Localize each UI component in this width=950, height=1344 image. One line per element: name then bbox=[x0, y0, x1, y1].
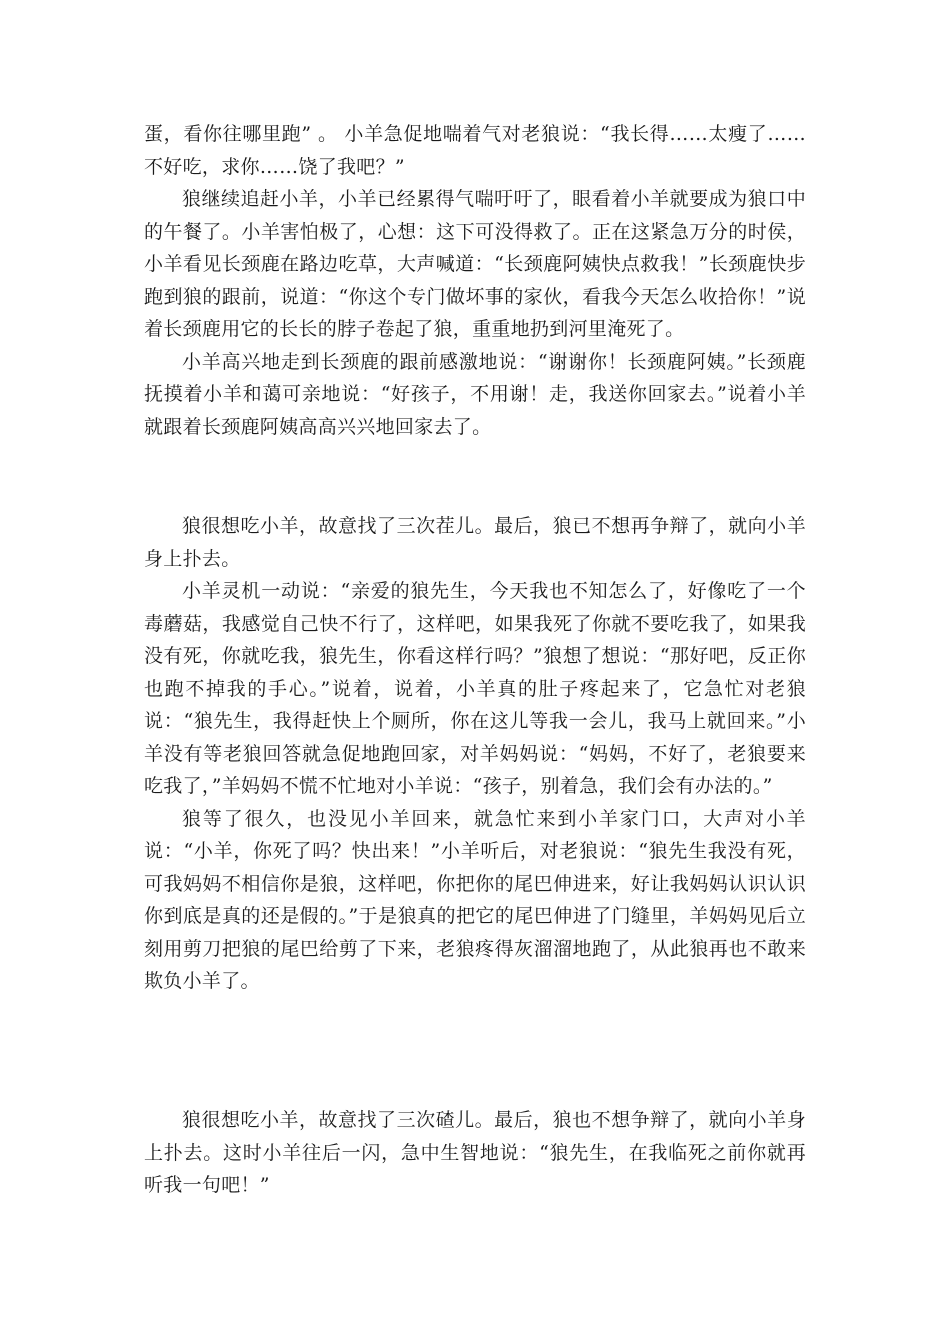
paragraph: 狼等了很久，也没见小羊回来，就急忙来到小羊家门口，大声对小羊说：“小羊，你死了吗？快出来！”小羊听后，对老狼说：“狼先生我没有死，可我妈妈不相信你是狼，这样吧，你把你的尾巴伸进来，好让我妈妈认识认识你到底是真的还是假的。”于是狼真的把它的尾巴伸进了门缝里，羊妈妈见后立刻用剪刀把狼的尾巴给剪了下来，老狼疼得灰溜溜地跑了，从此狼再也不敢来欺负小羊了。 bbox=[144, 807, 806, 992]
paragraph: 狼很想吃小羊，故意找了三次茬儿。最后，狼已不想再争辩了，就向小羊身上扑去。 bbox=[144, 515, 806, 570]
paragraph: 小羊高兴地走到长颈鹿的跟前感激地说：“谢谢你！长颈鹿阿姨。”长颈鹿抚摸着小羊和蔼可亲地说：“好孩子，不用谢！走，我送你回家去。”说着小羊就跟着长颈鹿阿姨高高兴兴地回家去了。 bbox=[144, 350, 806, 438]
story-section-2 bbox=[144, 510, 806, 998]
paragraph: 狼继续追赶小羊，小羊已经累得气喘吁吁了，眼看着小羊就要成为狼口中的午餐了。小羊害怕极了，心想：这下可没得救了。正在这紧急万分的时侯，小羊看见长颈鹿在路边吃草，大声喊道：“长颈鹿阿姨快点救我！”长颈鹿快步跑到狼的跟前，说道：“你这个专门做坏事的家伙，看我今天怎么收拾你！”说着长颈鹿用它的长长的脖子卷起了狼，重重地扔到河里淹死了。 bbox=[144, 188, 806, 340]
paragraph: 蛋，看你往哪里跑” 。 小羊急促地喘着气对老狼说：“我长得……太瘦了……不好吃，求你……饶了我吧？” bbox=[144, 123, 806, 178]
paragraph: 狼很想吃小羊，故意找了三次碴儿。最后，狼也不想争辩了，就向小羊身上扑去。这时小羊往后一闪，急中生智地说：“狼先生，在我临死之前你就再听我一句吧！” bbox=[144, 1109, 806, 1196]
story-section-3 bbox=[144, 1104, 806, 1202]
story-section-1 bbox=[144, 118, 806, 443]
paragraph: 小羊灵机一动说：“亲爱的狼先生，今天我也不知怎么了，好像吃了一个毒蘑菇，我感觉自己快不行了，这样吧，如果我死了你就不要吃我了，如果我没有死，你就吃我，狼先生，你看这样行吗？”狼想了想说：“那好吧，反正你也跑不掉我的手心。”说着，说着，小羊真的肚子疼起来了，它急忙对老狼说：“狼先生，我得赶快上个厕所，你在这儿等我一会儿，我马上就回来。”小羊没有等老狼回答就急促地跑回家，对羊妈妈说：“妈妈，不好了，老狼要来吃我了，”羊妈妈不慌不忙地对小羊说：“孩子，别着急，我们会有办法的。” bbox=[144, 580, 806, 797]
